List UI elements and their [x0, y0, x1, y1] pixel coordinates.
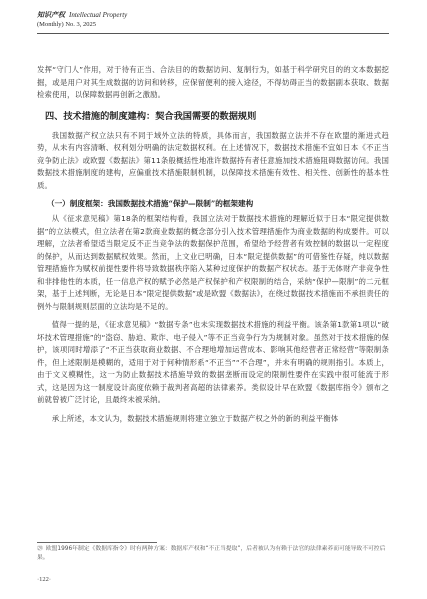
footnote-mark: ㉘: [37, 546, 43, 552]
journal-brand: [37, 10, 397, 20]
journal-header: [37, 10, 397, 29]
section-heading: 四、技术措施的制度建构：契合我国需要的数据规则: [45, 110, 257, 122]
paragraph-5: 承上所述，本文认为，数据技术措施规则将建立独立于数据产权之外的新的利益平衡体: [51, 413, 339, 423]
journal-issue: (Monthly) No. 3, 2025: [37, 21, 97, 28]
paragraph-4: 值得一提的是，《征求意见稿》“数据专条”也未实现数据技术措施的利益平衡。该条第1款第1项以“破坏技术管理措施”的“盗窃、胁迫、欺诈、电子侵入”等不正当竞争行为为规制对象。虽然对于技术措施的保护，该项同时增添了“不正当获取商业数据、不合理地增加运营成本、影响其他经营者正常经营”等限制条件，但上述限制是模糊的，适用于对于何种情形系“不正当”“不合理”，并未有明确的规则指引。本质上，由于文义模糊性，这一为防止数据技术措施导致的数据垄断而设定的限制性要件在实践中很可能流于形式，这是因为这一制度设计高度依赖于裁判者高超的法律素养。类似设计早在欧盟《数据库指令》颁布之前就曾被广泛讨论，且最终未被采纳。: [37, 320, 389, 404]
subsection-heading: （一）制度框架：我国数据技术措施“保护—限制”的框架建构: [47, 199, 254, 208]
header-rule: [37, 33, 389, 34]
page-number: ·122·: [37, 576, 52, 583]
footnote: [37, 545, 389, 562]
paragraph-1: 发挥“守门人”作用，对于待有正当、合法目的的数据访问、复制行为，如基于科学研究目的的文本数据挖掘，或是用户对其生成数据的访问和转移，应保留便利的接入途径，不得妨碍正当的数据副本获取、数据检索使用，以保障数据再创新之激励。: [37, 65, 389, 99]
footnote-text: 欧盟1996年制定《数据库指令》时有两种方案：数据库产权和“不正当提取”，后者被认为有赖于法官的法律素养而可能导致不可控后果。: [37, 546, 386, 561]
journal-title-en: Intellectual Property: [69, 11, 128, 19]
footnote-rule: [37, 542, 157, 543]
journal-title-cn: 知识产权: [37, 10, 65, 19]
paragraph-3: 从《征求意见稿》第18条的框架结构看，我国立法对于数据技术措施的理解近似于日本“限定提供数据”的立法模式，但立法者在第2款商业数据的概念部分引入技术管理措施作为商业数据的构成要件。可以理解，立法者希望适当限定反不正当竞争法的数据保护范围，希望给予经营者有效控制的数据以一定程度的保护，从而达到数据赋权效果。然而，上文业已明确，日本“限定提供数据”的可借鉴性存疑，纯以数据管理措施作为赋权前提性要件将导致数据秩序陷入某种过度保护的数据产权状态。基于无体财产非竞争性和非排他性的本质，任一信息产权的赋予必然是产权保护和产权限制的结合，采纳“保护—限制”的二元框架，基于上述判断，无论是日本“限定提供数据”或是欧盟《数据法》，在绕过数据技术措施而不承担责任的例外与限制规则层面的立法均是不足的。: [37, 214, 389, 311]
paragraph-2: 我国数据产权立法只有不同于域外立法的特质，具体而言，我国数据立法并不存在欧盟的渐进式趋势，从未有内容清晰、权利划分明确的法定数据权利。在上述情况下，数据技术措施不宜如日本《不正当竞争防止法》或欧盟《数据法》第11条般概括性地准许数据持有者任意施加技术措施阻碍数据访问。我国数据技术措施制度的建构，应偏重技术措施限制机制，以保障技术措施有效性、相关性、创新性的基本性质。: [37, 130, 389, 190]
article-body: [37, 64, 389, 425]
